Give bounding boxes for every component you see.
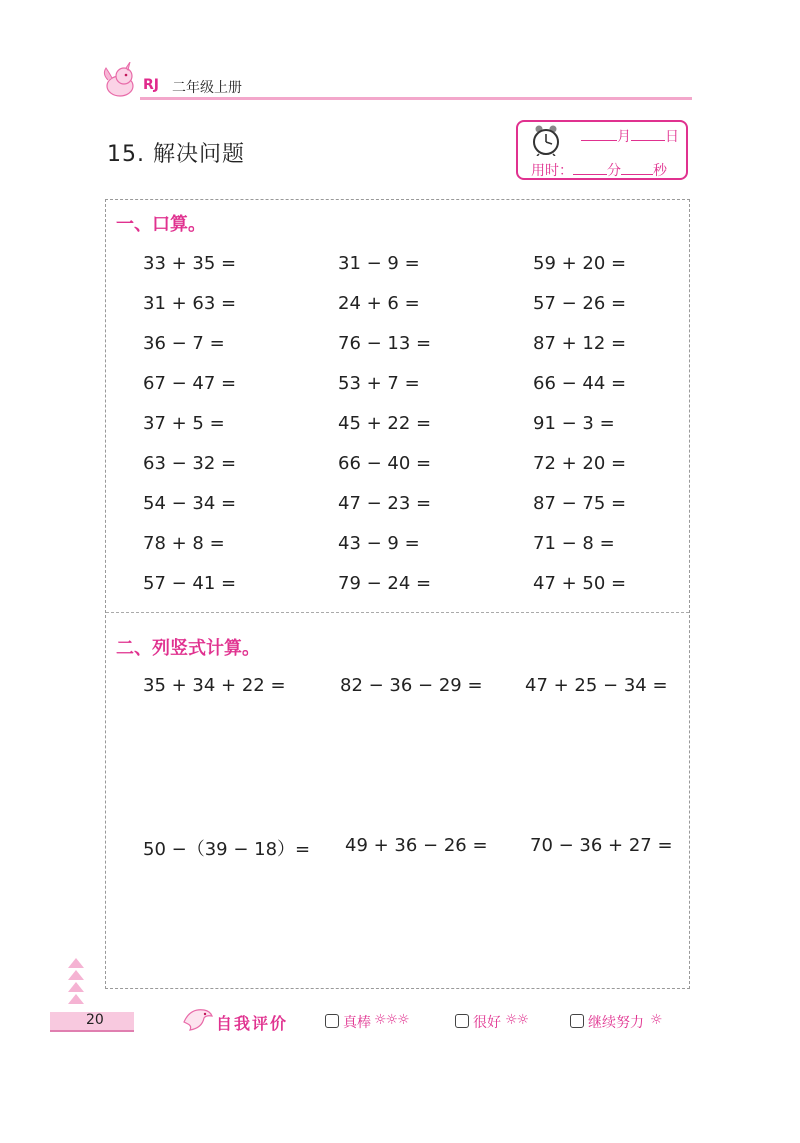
oral-equation: 72 + 20 =	[533, 453, 627, 474]
rating-good-checkbox[interactable]	[455, 1014, 469, 1028]
vertical-calc-equation: 35 + 34 + 22 =	[143, 675, 286, 696]
oral-equation: 57 − 26 =	[533, 293, 627, 314]
page-number: 20	[86, 1012, 104, 1028]
oral-equation: 57 − 41 =	[143, 573, 237, 594]
day-label: 日	[665, 129, 679, 145]
month-label: 月	[617, 129, 631, 145]
oral-equation: 31 − 9 =	[338, 253, 420, 274]
vertical-calc-equation: 50 −（39 − 18）=	[143, 839, 311, 860]
rating-great-label: 真棒	[343, 1015, 371, 1031]
oral-equation: 67 − 47 =	[143, 373, 237, 394]
oral-equation: 24 + 6 =	[338, 293, 420, 314]
oral-equation: 33 + 35 =	[143, 253, 237, 274]
sun-icon: ☼	[650, 1012, 662, 1028]
rating-keep-trying-checkbox[interactable]	[570, 1014, 584, 1028]
oral-equation: 91 − 3 =	[533, 413, 615, 434]
minutes-label: 分	[607, 163, 621, 179]
book-code: RJ	[143, 77, 159, 93]
vertical-calc-equation: 47 + 25 − 34 =	[525, 675, 668, 696]
oral-equation: 66 − 40 =	[338, 453, 432, 474]
oral-equation: 37 + 5 =	[143, 413, 225, 434]
vertical-calc-equation: 49 + 36 − 26 =	[345, 835, 488, 856]
chevron-up-decoration-icon	[64, 958, 88, 1008]
rating-good-label: 很好	[473, 1015, 501, 1031]
sun-icon: ☼☼	[505, 1012, 529, 1028]
oral-equation: 43 − 9 =	[338, 533, 420, 554]
self-eval-label: 自我评价	[216, 1014, 289, 1033]
rating-keep-trying-label: 继续努力	[588, 1015, 644, 1031]
dolphin-icon	[180, 1002, 214, 1036]
section-1-title: 一、口算。	[116, 214, 206, 235]
seconds-blank[interactable]	[621, 160, 653, 175]
oral-equation: 78 + 8 =	[143, 533, 225, 554]
alarm-clock-icon	[531, 124, 561, 156]
oral-equation: 66 − 44 =	[533, 373, 627, 394]
vertical-calc-equation: 82 − 36 − 29 =	[340, 675, 483, 696]
oral-equation: 87 − 75 =	[533, 493, 627, 514]
vertical-calc-equation: 70 − 36 + 27 =	[530, 835, 673, 856]
oral-equation: 31 + 63 =	[143, 293, 237, 314]
exercise-box	[105, 199, 690, 989]
oral-equation: 47 + 50 =	[533, 573, 627, 594]
oral-equation: 53 + 7 =	[338, 373, 420, 394]
date-row	[581, 126, 679, 146]
oral-equation: 47 − 23 =	[338, 493, 432, 514]
header-divider	[140, 97, 692, 100]
minutes-blank[interactable]	[573, 160, 607, 175]
oral-equation: 76 − 13 =	[338, 333, 432, 354]
oral-equation: 54 − 34 =	[143, 493, 237, 514]
used-time-label: 用时：	[531, 163, 573, 179]
book-title: 二年级上册	[172, 80, 242, 96]
section-divider	[106, 612, 689, 613]
time-row	[531, 160, 667, 180]
oral-equation: 79 − 24 =	[338, 573, 432, 594]
oral-equation: 63 − 32 =	[143, 453, 237, 474]
oral-equation: 45 + 22 =	[338, 413, 432, 434]
month-blank[interactable]	[581, 126, 617, 141]
oral-equation: 87 + 12 =	[533, 333, 627, 354]
page-title: 15. 解决问题	[107, 142, 245, 167]
seconds-label: 秒	[653, 163, 667, 179]
oral-equation: 71 − 8 =	[533, 533, 615, 554]
section-2-title: 二、列竖式计算。	[116, 638, 260, 659]
unicorn-mascot-icon	[100, 62, 138, 100]
oral-equation: 36 − 7 =	[143, 333, 225, 354]
oral-equation: 59 + 20 =	[533, 253, 627, 274]
rating-great-checkbox[interactable]	[325, 1014, 339, 1028]
day-blank[interactable]	[631, 126, 665, 141]
sun-icon: ☼☼☼	[374, 1012, 409, 1028]
